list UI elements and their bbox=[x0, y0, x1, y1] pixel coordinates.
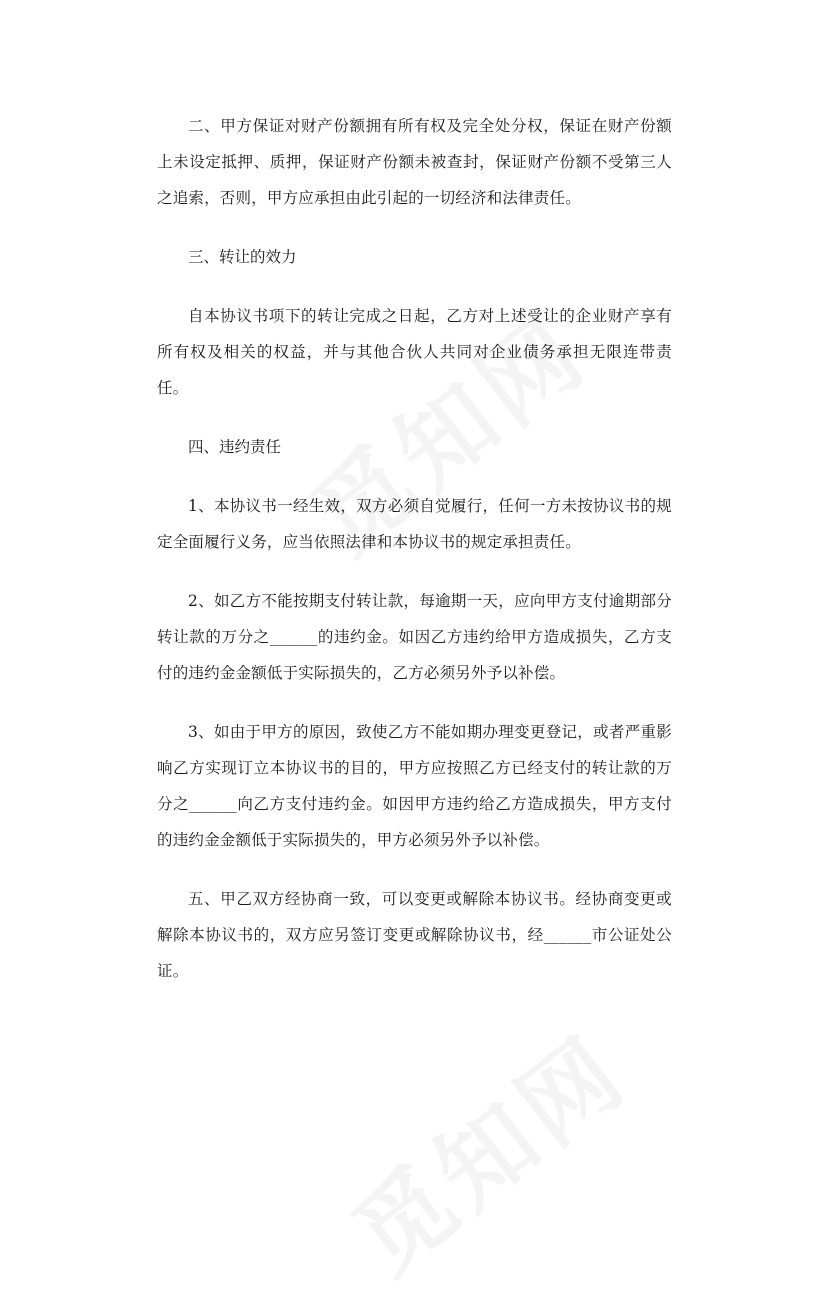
liability-clause-2: 2、如乙方不能按期支付转让款，每逾期一天，应向甲方支付逾期部分转让款的万分之______的违约金。如因乙方违约给甲方造成损失，乙方支付的违约金金额低于实际损失的，乙方必须另外予以补偿。 bbox=[157, 592, 672, 682]
document-body bbox=[157, 108, 672, 1012]
liability-clause-3: 3、如由于甲方的原因，致使乙方不能如期办理变更登记，或者严重影响乙方实现订立本协议书的目的，甲方应按照乙方已经支付的转让款的万分之______向乙方支付违约金。如因甲方违约给乙方造成损失，甲方支付的违约金金额低于实际损失的，甲方必须另外予以补偿。 bbox=[157, 723, 672, 849]
liability-clause-1: 1、本协议书一经生效，双方必须自觉履行，任何一方未按协议书的规定全面履行义务，应当依照法律和本协议书的规定承担责任。 bbox=[157, 497, 672, 551]
clause-five-paragraph: 五、甲乙双方经协商一致，可以变更或解除本协议书。经协商变更或解除本协议书的，双方应另签订变更或解除协议书，经______市公证处公证。 bbox=[157, 890, 672, 980]
watermark-bottom bbox=[321, 998, 651, 1298]
section-heading-effect: 三、转让的效力 bbox=[188, 248, 297, 266]
section-heading-liability: 四、违约责任 bbox=[188, 438, 282, 456]
clause-two-paragraph: 二、甲方保证对财产份额拥有所有权及完全处分权，保证在财产份额上未设定抵押、质押，保证财产份额未被查封，保证财产份额不受第三人之追索，否则，甲方应承担由此引起的一切经济和法律责任。 bbox=[157, 117, 672, 207]
effect-paragraph: 自本协议书项下的转让完成之日起，乙方对上述受让的企业财产享有所有权及相关的权益，并与其他合伙人共同对企业债务承担无限连带责任。 bbox=[157, 307, 672, 397]
